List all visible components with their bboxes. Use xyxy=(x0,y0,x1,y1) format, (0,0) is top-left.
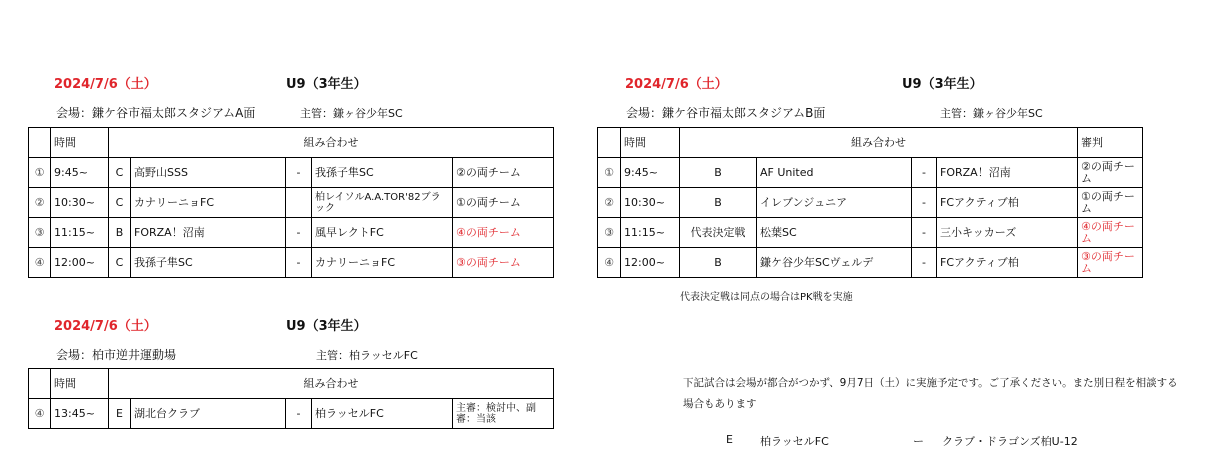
match-referee: ④の両チーム xyxy=(1078,218,1143,248)
match-dash: - xyxy=(912,188,937,218)
block-b-grade: U9（3年生） xyxy=(902,77,983,92)
table-row xyxy=(29,158,554,188)
match-time: 10:30~ xyxy=(621,188,680,218)
match-dash: - xyxy=(912,158,937,188)
match-dash: - xyxy=(912,218,937,248)
match-referee: ②の両チーム xyxy=(453,158,554,188)
match-number: ① xyxy=(29,158,51,188)
match-team1: 鎌ケ谷少年SCヴェルデ xyxy=(757,248,912,278)
match-referee: 主審：検討中、副審：当該 xyxy=(453,399,554,429)
block-b-note: 代表決定戦は同点の場合はPK戦を実施 xyxy=(680,292,853,303)
match-referee: ②の両チーム xyxy=(1078,158,1143,188)
block-a-grade: U9（3年生） xyxy=(286,77,367,92)
block-a-schedule-table xyxy=(28,127,554,278)
table-row xyxy=(598,158,1143,188)
table-row xyxy=(598,188,1143,218)
match-time: 11:15~ xyxy=(51,218,109,248)
match-group: 代表決定戦 xyxy=(680,218,757,248)
match-group: B xyxy=(680,188,757,218)
table-header-row xyxy=(598,128,1143,158)
match-number: ④ xyxy=(29,399,51,429)
match-group: C xyxy=(109,248,131,278)
postponed-team2: クラブ・ドラゴンズ柏U-12 xyxy=(942,435,1078,448)
block-b-venue: 会場：鎌ケ谷市福太郎スタジアムB面 xyxy=(626,106,826,120)
match-number: ② xyxy=(598,188,621,218)
match-time: 9:45~ xyxy=(621,158,680,188)
match-group: B xyxy=(680,158,757,188)
match-number: ② xyxy=(29,188,51,218)
block-c-schedule-table xyxy=(28,368,554,429)
header-matchup: 組み合わせ xyxy=(109,128,554,158)
postponed-group: E xyxy=(726,433,733,446)
match-referee: ③の両チーム xyxy=(1078,248,1143,278)
match-group: C xyxy=(109,188,131,218)
header-time: 時間 xyxy=(51,369,109,399)
match-team1: 我孫子隼SC xyxy=(131,248,286,278)
match-dash xyxy=(286,188,312,218)
match-team2: FCアクティブ柏 xyxy=(937,248,1078,278)
table-header-row xyxy=(29,369,554,399)
table-row xyxy=(29,248,554,278)
match-team2: FCアクティブ柏 xyxy=(937,188,1078,218)
header-referee: 審判 xyxy=(1078,128,1143,158)
match-team1: カナリーニョFC xyxy=(131,188,286,218)
match-group: E xyxy=(109,399,131,429)
match-team2: 風早レクトFC xyxy=(312,218,453,248)
match-referee: ①の両チーム xyxy=(1078,188,1143,218)
match-number: ④ xyxy=(598,248,621,278)
match-team2: カナリーニョFC xyxy=(312,248,453,278)
table-row xyxy=(598,218,1143,248)
match-referee: ④の両チーム xyxy=(453,218,554,248)
match-team2: 我孫子隼SC xyxy=(312,158,453,188)
match-team2: 柏レイソルA.A.TOR'82ブラック xyxy=(312,188,453,218)
match-team2: FORZA！沼南 xyxy=(937,158,1078,188)
table-row xyxy=(29,399,554,429)
postponed-team1: 柏ラッセルFC xyxy=(760,435,829,448)
match-time: 11:15~ xyxy=(621,218,680,248)
header-matchup: 組み合わせ xyxy=(109,369,554,399)
match-team1: AF United xyxy=(757,158,912,188)
match-team1: 高野山SSS xyxy=(131,158,286,188)
header-num xyxy=(29,128,51,158)
table-row xyxy=(29,188,554,218)
block-c-venue: 会場：柏市逆井運動場 xyxy=(56,348,177,362)
postponed-notice: 下記試合は会場が都合がつかず、9月7日（土）に実施予定です。ご了承ください。また別日程を相談する場合もあります xyxy=(683,377,1178,410)
header-time: 時間 xyxy=(621,128,680,158)
block-b-schedule-table xyxy=(597,127,1143,278)
match-team2: 三小キッカーズ xyxy=(937,218,1078,248)
match-dash: - xyxy=(286,158,312,188)
match-referee: ①の両チーム xyxy=(453,188,554,218)
header-num xyxy=(29,369,51,399)
match-team2: 柏ラッセルFC xyxy=(312,399,453,429)
match-team1: 湖北台クラブ xyxy=(131,399,286,429)
match-number: ④ xyxy=(29,248,51,278)
table-header-row xyxy=(29,128,554,158)
match-time: 12:00~ xyxy=(51,248,109,278)
header-time: 時間 xyxy=(51,128,109,158)
match-time: 9:45~ xyxy=(51,158,109,188)
header-num xyxy=(598,128,621,158)
block-a-venue: 会場：鎌ケ谷市福太郎スタジアムA面 xyxy=(56,106,256,120)
header-matchup: 組み合わせ xyxy=(680,128,1078,158)
match-number: ① xyxy=(598,158,621,188)
match-number: ③ xyxy=(598,218,621,248)
match-time: 12:00~ xyxy=(621,248,680,278)
match-group: C xyxy=(109,158,131,188)
match-time: 10:30~ xyxy=(51,188,109,218)
block-c-date: 2024/7/6（土） xyxy=(54,319,157,334)
match-dash: - xyxy=(286,248,312,278)
postponed-dash: ー xyxy=(913,435,924,448)
match-team1: FORZA！沼南 xyxy=(131,218,286,248)
block-c-host: 主管：柏ラッセルFC xyxy=(316,349,418,362)
match-dash: - xyxy=(286,399,312,429)
block-b-date: 2024/7/6（土） xyxy=(625,77,728,92)
match-dash: - xyxy=(286,218,312,248)
match-group: B xyxy=(109,218,131,248)
match-dash: - xyxy=(912,248,937,278)
block-c-grade: U9（3年生） xyxy=(286,319,367,334)
table-row xyxy=(29,218,554,248)
match-team1: イレブンジュニア xyxy=(757,188,912,218)
match-number: ③ xyxy=(29,218,51,248)
block-b-host: 主管：鎌ヶ谷少年SC xyxy=(940,107,1043,120)
block-a-host: 主管：鎌ヶ谷少年SC xyxy=(300,107,403,120)
match-group: B xyxy=(680,248,757,278)
block-a-date: 2024/7/6（土） xyxy=(54,77,157,92)
match-team1: 松葉SC xyxy=(757,218,912,248)
match-referee: ③の両チーム xyxy=(453,248,554,278)
table-row xyxy=(598,248,1143,278)
match-time: 13:45~ xyxy=(51,399,109,429)
